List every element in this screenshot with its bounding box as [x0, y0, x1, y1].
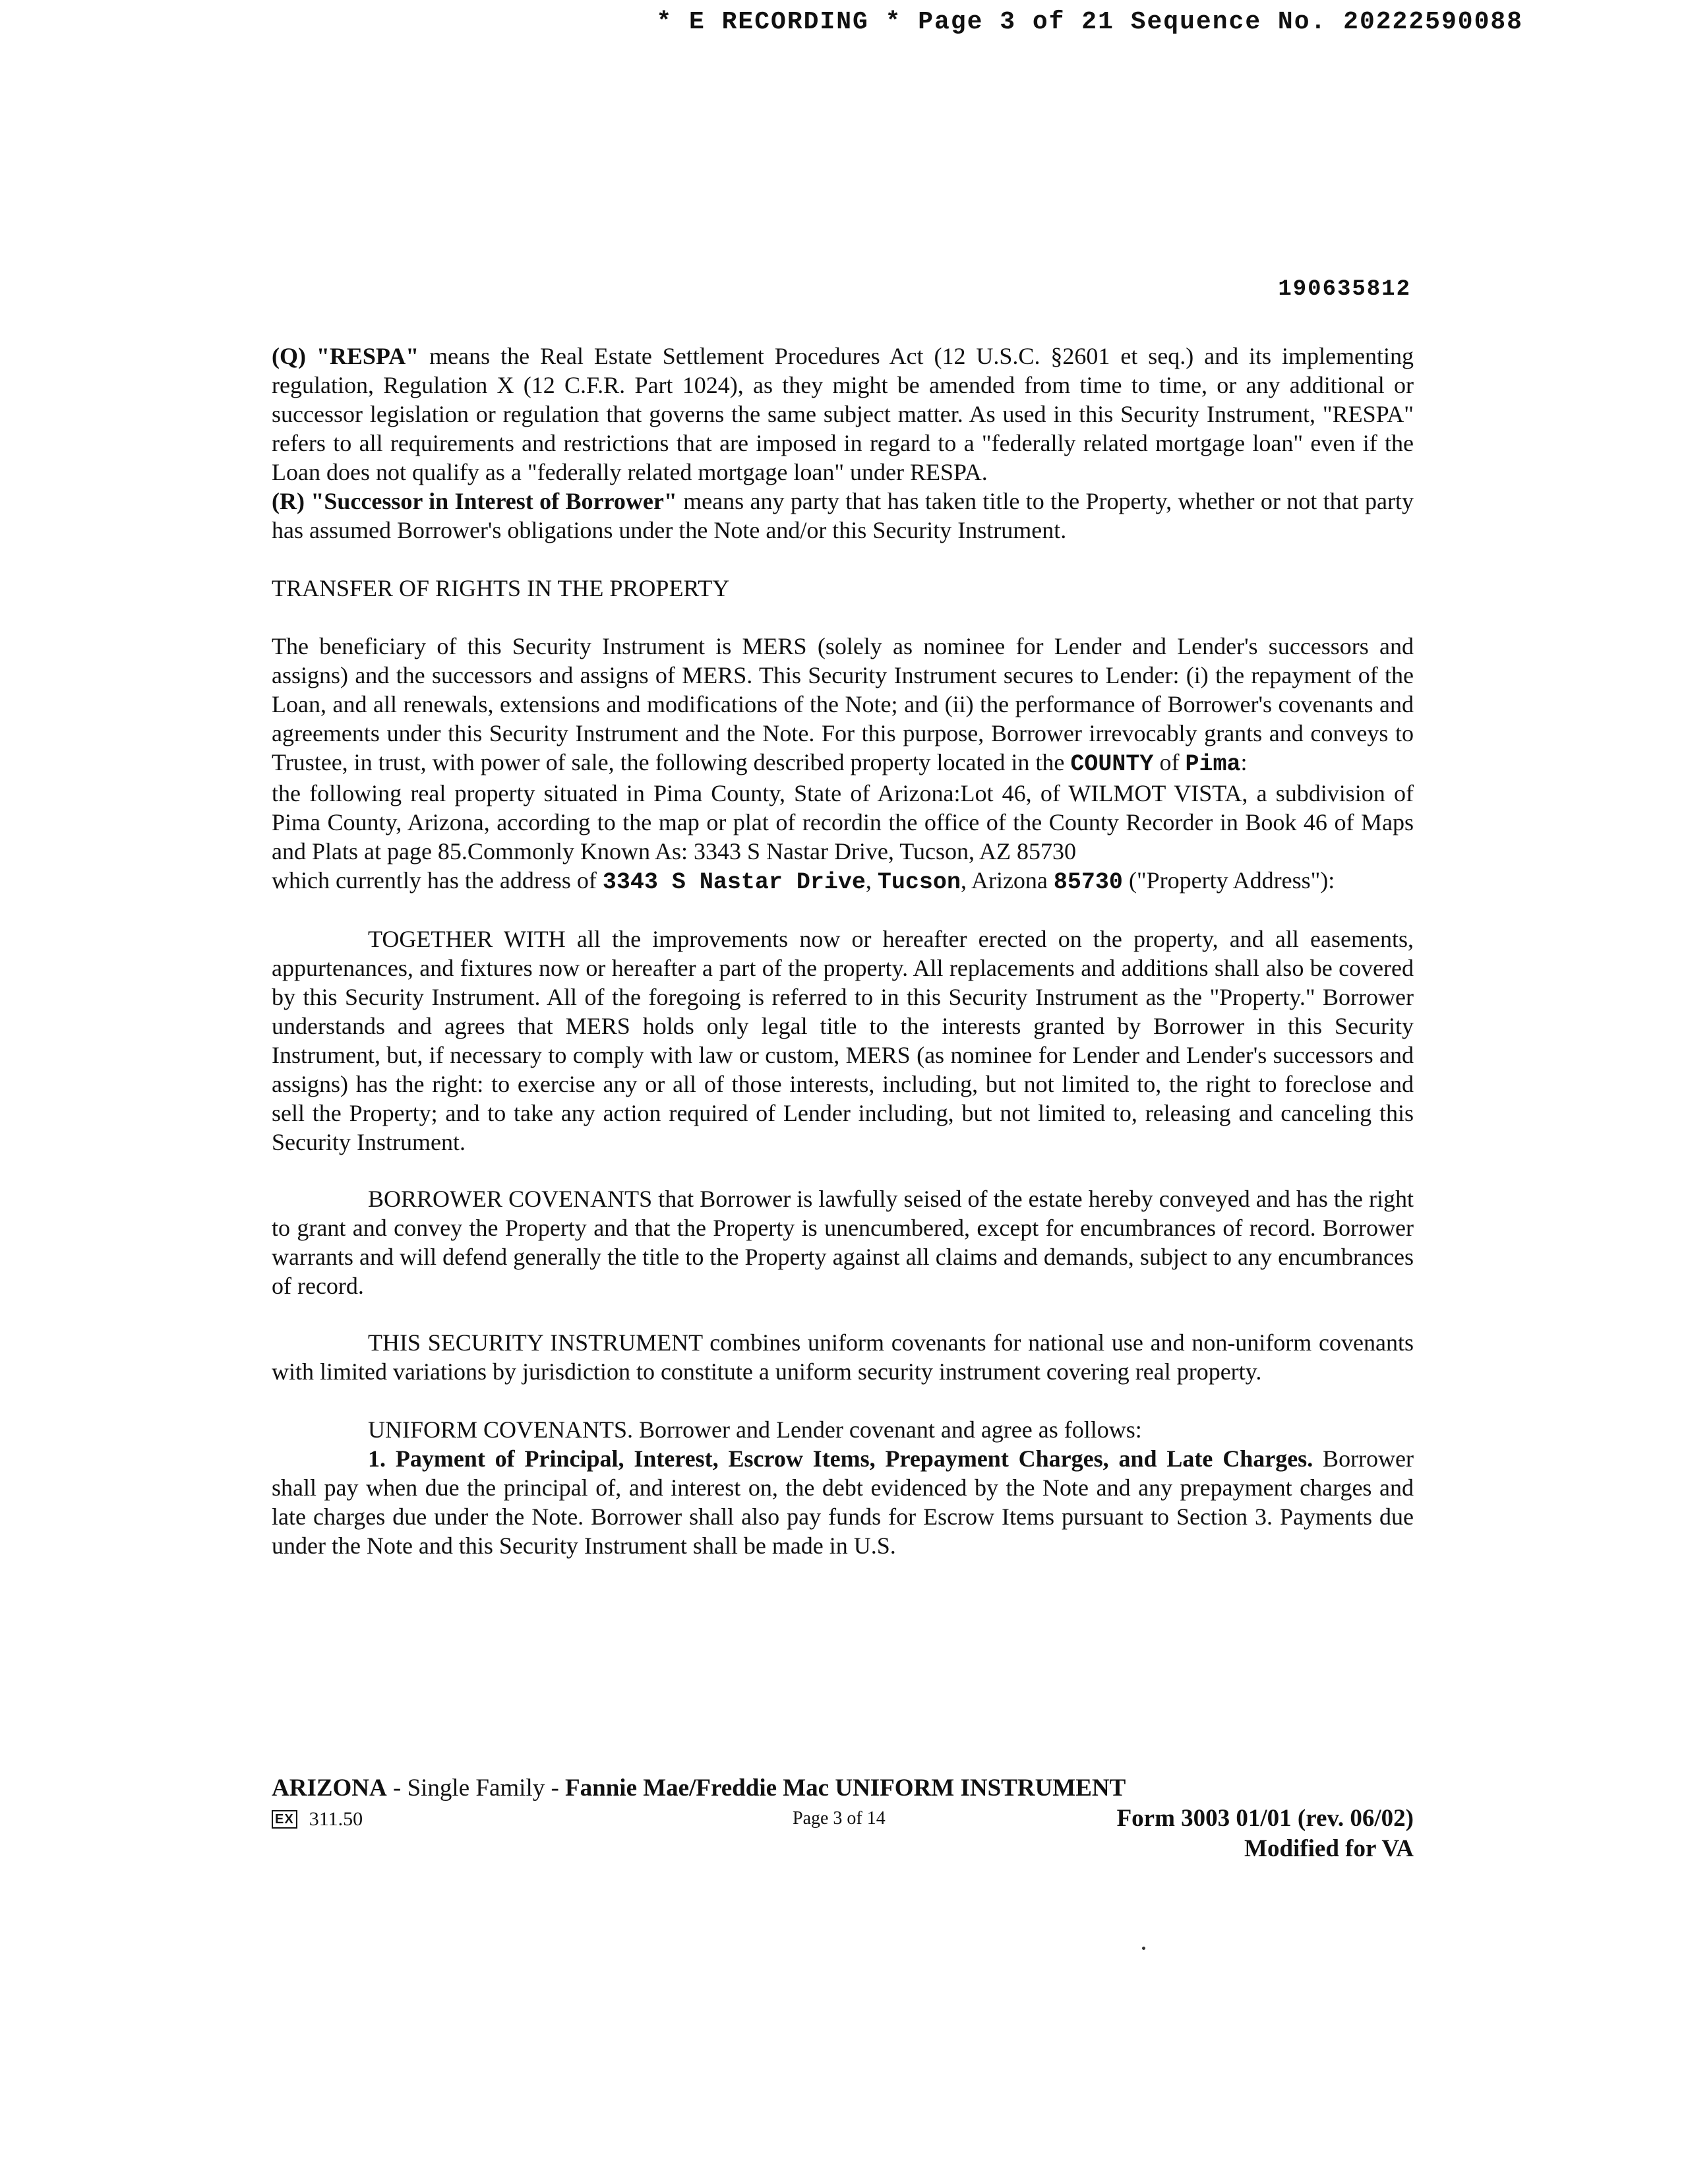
county-colon: : — [1240, 749, 1248, 775]
form-code: 311.50 — [309, 1808, 363, 1830]
recording-header: * E RECORDING * Page 3 of 21 Sequence No. 20222590088 — [656, 8, 1523, 36]
uniform-covenants-paragraph: UNIFORM COVENANTS. Borrower and Lender covenant and agree as follows: — [368, 1416, 1142, 1443]
transfer-heading: TRANSFER OF RIGHTS IN THE PROPERTY — [272, 575, 730, 601]
form-code-group — [272, 1808, 363, 1831]
legal-description: the following real property situated in Pima County, State of Arizona:Lot 46, of WILMOT VISTA, a subdivision of Pima County, Arizona, according to the map or plat of recordin the office of the County Recorder in Book 46 of Maps and Plats at page 85.Commonly Known As: 3343 S Nastar Drive, Tucson, AZ 85730 — [272, 780, 1414, 864]
successor-definition — [272, 487, 1414, 545]
footer-title — [272, 1774, 1414, 1803]
together-with-paragraph: TOGETHER WITH all the improvements now or hereafter erected on the property, and all easements, appurtenances, and fixtures now or hereafter a part of the property. All replacements and additions shall also be covered by this Security Instrument. All of the foregoing is referred to in this Security Instrument as the "Property." Borrower understands and agrees that MERS holds only legal title to the interests granted by Borrower in this Security Instrument, but, if necessary to comply with law or custom, MERS (as nominee for Lender and Lender's successors and assigns) has the right: to exercise any or all of those interests, including, but not limited to, the right to foreclose and sell the Property; and to take any action required of Lender including, but not limited to, releasing and canceling this Security Instrument. — [272, 926, 1414, 1155]
form-number: Form 3003 01/01 (rev. 06/02) — [1116, 1805, 1414, 1832]
security-instrument-paragraph: THIS SECURITY INSTRUMENT combines uniform covenants for national use and non-uniform covenants with limited variations by jurisdiction to constitute a uniform security instrument covering real property. — [272, 1329, 1414, 1385]
section-1-text: Borrower shall pay when due the principal of, and interest on, the debt evidenced by the Note and any prepayment charges and late charges due under the Note. Borrower shall also pay funds for Escrow Items pursuant to Section 3. Payments due under the Note and this Security Instrument shall be made in U.S. — [272, 1445, 1414, 1559]
transfer-paragraph — [272, 632, 1414, 779]
address-comma: , — [865, 867, 878, 894]
transfer-text: The beneficiary of this Security Instrument is MERS (solely as nominee for Lender and Lender's successors and assigns) and the successors and assigns of MERS. This Security Instrument secures to Lender: (i) the repayment of the Loan, and all renewals, extensions and modifications of the Note; and (ii) the performance of Borrower's covenants and agreements under this Security Instrument and the Note. For this purpose, Borrower irrevocably grants and conveys to Trustee, in trust, with power of sale, the following described property located in the — [272, 633, 1414, 775]
ex-logo-icon: EX — [272, 1810, 297, 1829]
successor-label: (R) "Successor in Interest of Borrower" — [272, 488, 677, 514]
address-suffix: ("Property Address"): — [1122, 867, 1335, 894]
document-body — [272, 342, 1414, 1560]
zip-code: 85730 — [1053, 869, 1123, 895]
city: Tucson — [877, 869, 961, 895]
scan-speck — [1142, 1947, 1145, 1950]
loan-number: 190635812 — [1278, 277, 1411, 302]
page-number: Page 3 of 14 — [793, 1808, 886, 1829]
page-footer — [272, 1774, 1414, 1864]
footer-row — [272, 1804, 1414, 1835]
section-1-heading: 1. Payment of Principal, Interest, Escrow Items, Prepayment Charges, and Late Charges. — [368, 1445, 1313, 1472]
of-text: of — [1153, 749, 1186, 775]
footer-state: ARIZONA — [272, 1774, 387, 1802]
successor-text: means any party that has taken title to the Property, whether or not that party has assumed Borrower's obligations under the Note and/or this Security Instrument. — [272, 488, 1414, 543]
form-modified: Modified for VA — [1244, 1835, 1414, 1862]
county-name: Pima — [1185, 751, 1241, 777]
property-address-line — [272, 866, 1414, 897]
respa-text: means the Real Estate Settlement Procedures Act (12 U.S.C. §2601 et seq.) and its implementing regulation, Regulation X (12 C.F.R. Part 1024), as they might be amended from time to time, or any additional or successor legislation or regulation that governs the same subject matter. As used in this Security Instrument, "RESPA" refers to all requirements and restrictions that are imposed in regard to a "federally related mortgage loan" even if the Loan does not qualify as a "federally related mortgage loan" under RESPA. — [272, 343, 1414, 485]
footer-title-end: Fannie Mae/Freddie Mac UNIFORM INSTRUMENT — [565, 1774, 1126, 1802]
respa-definition — [272, 342, 1414, 487]
borrower-covenants-paragraph: BORROWER COVENANTS that Borrower is lawfully seised of the estate hereby conveyed and has the right to grant and convey the Property and that the Property is unencumbered, except for encumbrances of record. Borrower warrants and will defend generally the title to the Property against all claims and demands, subject to any encumbrances of record. — [272, 1186, 1414, 1299]
street-address: 3343 S Nastar Drive — [602, 869, 866, 895]
address-prefix: which currently has the address of — [272, 867, 603, 894]
respa-label: (Q) "RESPA" — [272, 343, 419, 369]
section-1-paragraph — [272, 1444, 1414, 1560]
footer-title-middle: - Single Family - — [386, 1774, 566, 1802]
county-label: COUNTY — [1070, 751, 1154, 777]
state-text: , Arizona — [960, 867, 1054, 894]
